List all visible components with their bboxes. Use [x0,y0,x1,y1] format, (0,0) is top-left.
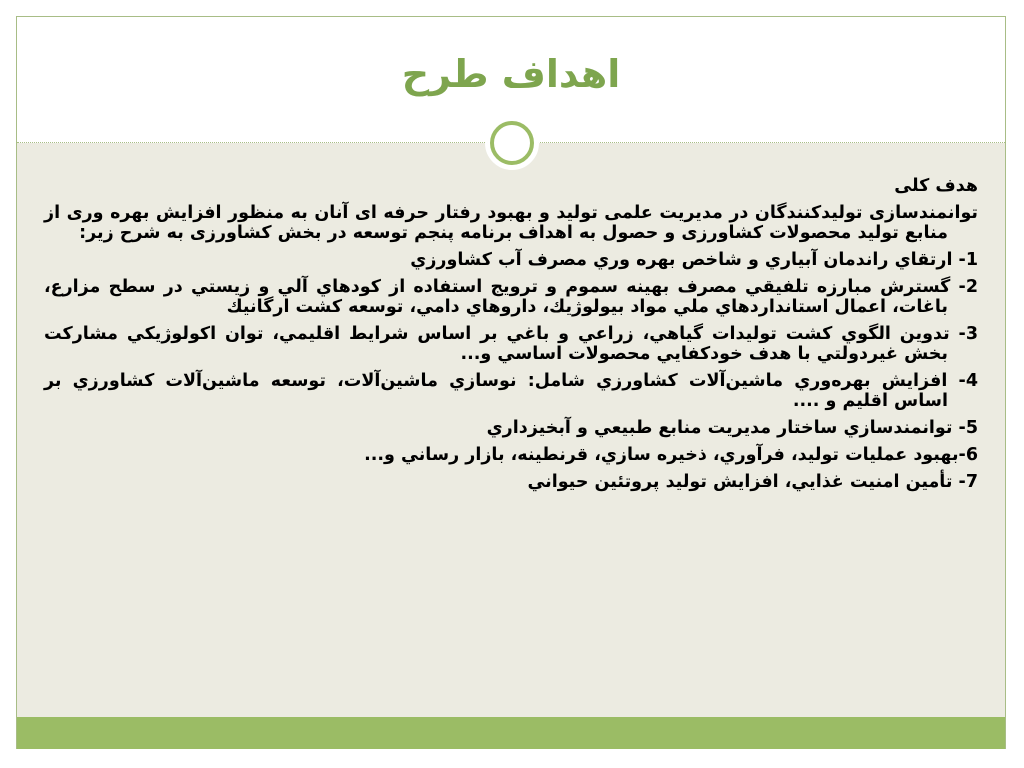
list-item: 3- تدوين الگوي كشت توليدات گياهي، زراعي و باغي بر اساس شرايط اقليمي، توان اكولوژيكي مشاركت بخش غيردولتي با هدف خودكفايي محصولات اساسي و... [44,324,978,364]
list-item: 1- ارتقاي راندمان آبياري و شاخص بهره وري مصرف آب كشاورزي [410,250,978,270]
list-item: 7- تأمين امنيت غذايي، افزايش توليد پروتئين حيواني [527,472,978,492]
list-item: 2- گسترش مبارزه تلفيقي مصرف بهينه سموم و ترويج استفاده از كودهاي آلي و زيستي در سطح مزارع، باغات، اعمال استانداردهاي ملي مواد بيولوژيك، داروهاي دامي، توسعه كشت ارگانيك [44,277,978,317]
slide-title: اهداف طرح [401,52,621,96]
circle-ornament-icon [485,116,539,170]
section-heading: هدف کلی [894,176,978,196]
list-item: 5- توانمندسازي ساختار مديريت منابع طبيعي و آبخيزداري [486,418,978,438]
body-text [44,176,978,499]
list-item: 6-بهبود عمليات توليد، فرآوري، ذخيره سازي، قرنطينه، بازار رساني و... [364,445,978,465]
footer-bar [17,717,1005,749]
list-item: 4- افزايش بهره‌وري ماشين‌آلات كشاورزي شامل: نوسازي ماشين‌آلات، توسعه ماشين‌آلات كشاورزي بر اساس اقليم و .... [44,371,978,411]
intro-paragraph: توانمندسازی تولیدکنندگان در مدیریت علمی تولید و بهبود رفتار حرفه ای آنان به منظور افزایش بهره وری از منابع تولید محصولات کشاورزی و حصول به اهداف برنامه پنجم توسعه در بخش کشاورزی به شرح زیر: [44,203,978,243]
